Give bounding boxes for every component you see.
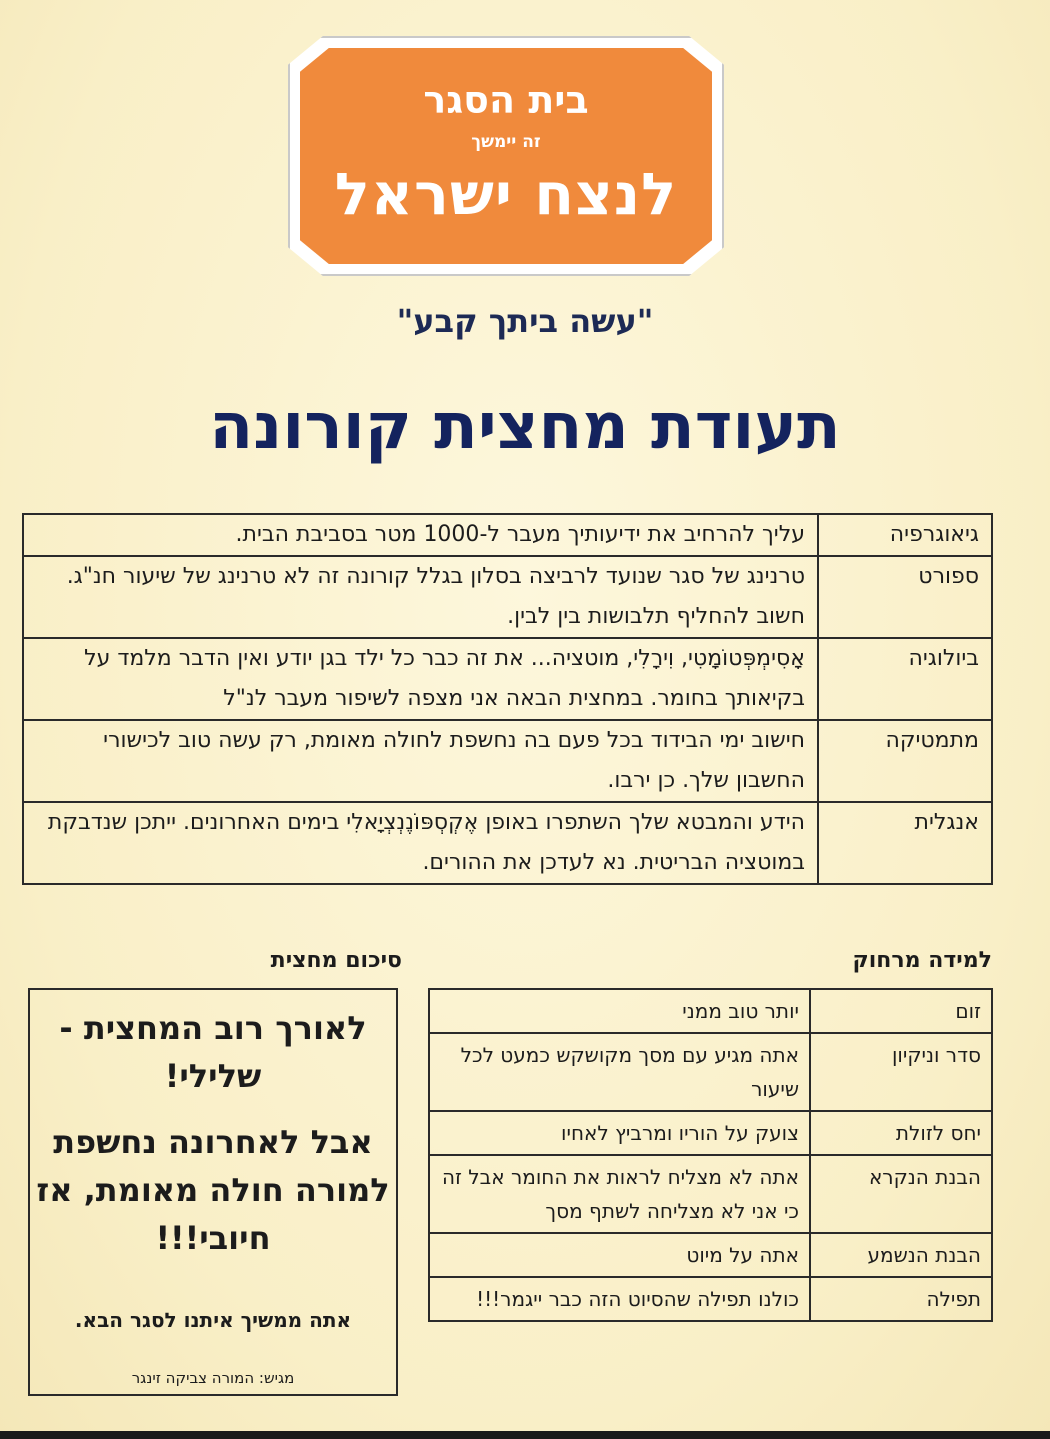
logo-line-1: בית הסגר [423,78,589,122]
table-row [23,638,992,720]
logo-line-3: לנצח ישראל [334,160,678,228]
remote-area: זום [810,989,992,1033]
logo-sign [288,36,724,276]
subject-comment: עליך להרחיב את ידיעותיך מעבר ל-1000 מטר בסביבת הבית. [23,514,818,556]
subject-comment: אָסִימְפְּטוֹמָטִי, וִירָלִי, מוטציה... את זה כבר כל ילד בגן יודע ואין הדבר מלמד על בקיאותך בחומר. במחצית הבאה אני מצפה לשיפור מעבר לנ"ל [23,638,818,720]
table-row [429,1233,992,1277]
summary-heading: סיכום מחצית [270,948,402,973]
subject-comment: חישוב ימי הבידוד בכל פעם בה נחשפת לחולה מאומת, רק עשה טוב לכישורי החשבון שלך. כן ירבו. [23,720,818,802]
table-row [429,1277,992,1321]
logo-line-2: זה יימשך [471,132,541,152]
summary-part-1: לאורך רוב המחצית - שלילי! [59,1009,367,1095]
subject-comment: טרנינג של סגר שנועד לרביצה בסלון בגלל קורונה זה לא טרנינג של שיעור חנ"ג. חשוב להחליף תלבושות בין לבין. [23,556,818,638]
summary-part-2: אבל לאחרונה נחשפת למורה חולה מאומת, אז חיובי!!! [36,1123,390,1257]
subject-name: מתמטיקה [818,720,992,802]
remote-comment: אתה מגיע עם מסך מקושקש כמעט לכל שיעור [429,1033,810,1111]
table-row [23,802,992,884]
subject-name: אנגלית [818,802,992,884]
remote-comment: אתה על מיוט [429,1233,810,1277]
table-row [429,1033,992,1111]
teacher-signature: מגיש: המורה צביקה זינגר [131,1369,295,1387]
table-row [429,1111,992,1155]
remote-learning-table [428,988,993,1322]
remote-comment: צועק על הוריו ומרביץ לאחיו [429,1111,810,1155]
remote-learning-heading: למידה מרחוק [852,948,992,973]
remote-comment: יותר טוב ממני [429,989,810,1033]
table-row [429,1155,992,1233]
motto: "עשה ביתך קבע" [396,302,654,340]
table-row [429,989,992,1033]
remote-comment: כולנו תפילה שהסיוט הזה כבר ייגמר!!! [429,1277,810,1321]
remote-area: סדר וניקיון [810,1033,992,1111]
subject-name: ספורט [818,556,992,638]
remote-comment: אתה לא מצליח לראות את החומר אבל זה כי אני לא מצליחה לשתף מסך [429,1155,810,1233]
page-title: תעודת מחצית קורונה [209,390,841,464]
summary-continue: אתה ממשיך איתנו לסגר הבא. [74,1308,352,1332]
summary-box [28,988,398,1396]
table-row [23,720,992,802]
remote-area: יחס לזולת [810,1111,992,1155]
remote-area: תפילה [810,1277,992,1321]
remote-area: הבנת הנשמע [810,1233,992,1277]
subject-name: גיאוגרפיה [818,514,992,556]
remote-area: הבנת הנקרא [810,1155,992,1233]
bottom-edge [0,1431,1050,1439]
subject-name: ביולוגיה [818,638,992,720]
table-row [23,556,992,638]
table-row [23,514,992,556]
subject-comment: הידע והמבטא שלך השתפרו באופן אֶקְסְפּוֹנֶנְצְיָאלִי בימים האחרונים. ייתכן שנדבקת במוטציה הבריטית. נא לעדכן את ההורים. [23,802,818,884]
subjects-table [22,513,993,885]
